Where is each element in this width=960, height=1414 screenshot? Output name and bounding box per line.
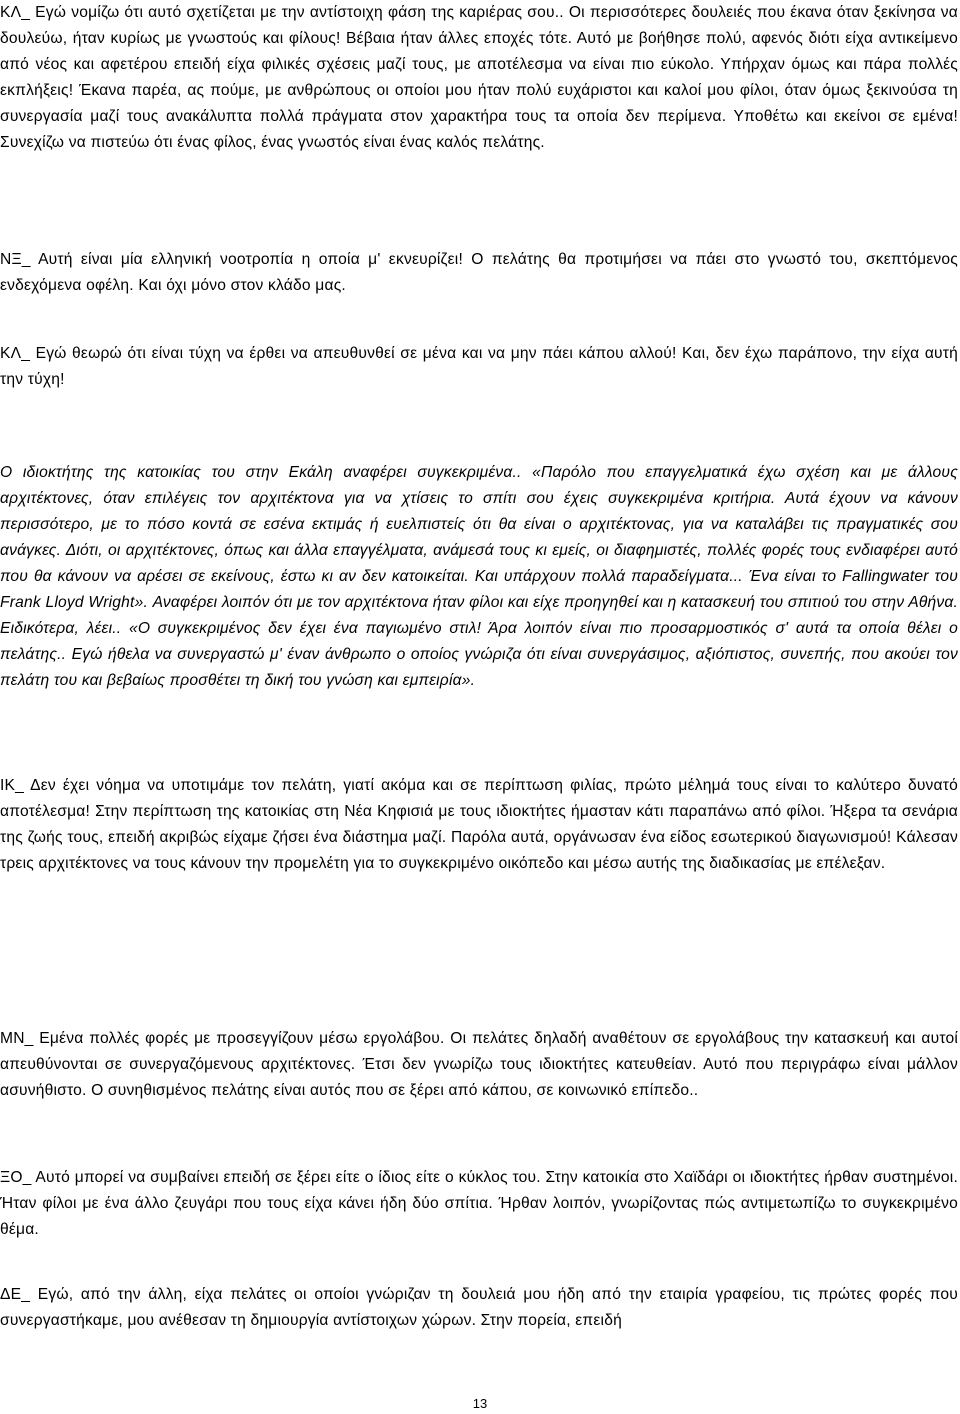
paragraph-kl-2: ΚΛ_ Εγώ θεωρώ ότι είναι τύχη να έρθει να απευθυνθεί σε μένα και να μην πάει κάπου αλλού! Και, δεν έχω παράπονο, την είχα αυτή την τύχη!: [0, 345, 958, 388]
paragraph-nx: ΝΞ_ Αυτή είναι μία ελληνική νοοτροπία η οποία μ' εκνευρίζει! Ο πελάτης θα προτιμήσει να πάει στο γνωστό του, σκεπτόμενος ενδεχόμενα οφέλη. Και όχι μόνο στον κλάδο μας.: [0, 251, 958, 294]
paragraph-kl-1: ΚΛ_ Εγώ νομίζω ότι αυτό σχετίζεται με την αντίστοιχη φάση της καριέρας σου.. Οι περισσότερες δουλειές που έκανα όταν ξεκίνησα να δουλεύω, ήταν κυρίως με γνωστούς και φίλους! Βέβαια ήταν άλλες εποχές τότε. Αυτό με βοήθησε πολύ, αφενός διότι είχα αντικείμενο από νέος και αφετέρου επειδή είχα φιλικές σχέσεις μαζί τους, με αποτέλεσμα να είναι πιο εύκολο. Υπήρχαν όμως και πάρα πολλές εκπλήξεις! Έκανα παρέα, ας πούμε, με ανθρώπους οι οποίοι μου ήταν πολύ ευχάριστοι και καλοί μου φίλοι, όταν όμως ξεκινούσα τη συνεργασία μαζί τους ανακάλυπτα πολλά πράγματα στον χαρακτήρα τους τα οποία δεν περίμενα. Υποθέτω και εκείνοι σε εμένα! Συνεχίζω να πιστεύω ότι ένας φίλος, ένας γνωστός είναι ένας καλός πελάτης.: [0, 4, 958, 151]
paragraph-de: ΔΕ_ Εγώ, από την άλλη, είχα πελάτες οι οποίοι γνώριζαν τη δουλειά μου ήδη από την εταιρία γραφείου, τις πρώτες φορές που συνεργαστήκαμε, μου ανέθεσαν τη δημιουργία αντίστοιχων χώρων. Στην πορεία, επειδή: [0, 1286, 958, 1329]
paragraph-xo: ΞΟ_ Αυτό μπορεί να συμβαίνει επειδή σε ξέρει είτε ο ίδιος είτε ο κύκλος του. Στην κατοικία στο Χαϊδάρι οι ιδιοκτήτες ήρθαν συστημένοι. Ήταν φίλοι με ένα άλλο ζευγάρι που τους είχα κάνει ήδη δύο σπίτια. Ήρθαν λοιπόν, γνωρίζοντας πώς αντιμετωπίζω το συγκεκριμένο θέμα.: [0, 1169, 958, 1238]
paragraph-ekali-quote: Ο ιδιοκτήτης της κατοικίας του στην Εκάλη αναφέρει συγκεκριμένα.. «Παρόλο που επαγγελματικά έχω σχέση και με άλλους αρχιτέκτονες, όταν επιλέγεις τον αρχιτέκτονα για να χτίσεις το σπίτι σου έχεις συγκεκριμένα κριτήρια. Αυτά έχουν να κάνουν περισσότερο, με το πόσο κοντά σε εσένα εκτιμάς ή ευελπιστείς ότι θα είναι ο αρχιτέκτονας, για να καταλάβει τις πραγματικές σου ανάγκες. Διότι, οι αρχιτέκτονες, όπως και άλλα επαγγέλματα, ανάμεσά τους κι εμείς, οι διαφημιστές, πολλές φορές τους ενδιαφέρει αυτό που θα κάνουν να αρέσει σε εκείνους, έστω κι αν δεν κατοικείται. Και υπάρχουν πολλά παραδείγματα... Ένα είναι το Fallingwater του Frank Lloyd Wright». Αναφέρει λοιπόν ότι με τον αρχιτέκτονα ήταν φίλοι και είχε προηγηθεί και η κατασκευή του σπιτιού του στην Αθήνα. Ειδικότερα, λέει.. «Ο συγκεκριμένος δεν έχει ένα παγιωμένο στιλ! Άρα λοιπόν είναι πιο προσαρμοστικός σ' αυτά τα οποία θέλει ο πελάτης.. Εγώ ήθελα να συνεργαστώ μ' έναν άνθρωπο ο οποίος γνώριζα ότι είναι συνεργάσιμος, αξιόπιστος, συνεπής, που ακούει τον πελάτη του και βεβαίως προσθέτει τη δική του γνώση και εμπειρία».: [0, 464, 958, 689]
paragraph-mn: ΜΝ_ Εμένα πολλές φορές με προσεγγίζουν μέσω εργολάβου. Οι πελάτες δηλαδή αναθέτουν σε εργολάβους την κατασκευή και αυτοί απευθύνονται σε συνεργαζόμενους αρχιτέκτονες. Έτσι δεν γνωρίζω τους ιδιοκτήτες κατευθείαν. Αυτό που περιγράφω είναι μάλλον ασυνήθιστο. Ο συνηθισμένος πελάτης είναι αυτός που σε ξέρει από κάπου, σε κοινωνικό επίπεδο..: [0, 1030, 958, 1099]
page-number: 13: [472, 1396, 488, 1411]
paragraph-ik: ΙΚ_ Δεν έχει νόημα να υποτιμάμε τον πελάτη, γιατί ακόμα και σε περίπτωση φιλίας, πρώτο μέλημά τους είναι το καλύτερο δυνατό αποτέλεσμα! Στην περίπτωση της κατοικίας στη Νέα Κηφισιά με τους ιδιοκτήτες ήμασταν κάτι παραπάνω από φίλοι. Ήξερα τα σενάρια της ζωής τους, επειδή ακριβώς είχαμε ζήσει ένα διάστημα μαζί. Παρόλα αυτά, οργάνωσαν ένα είδος εσωτερικού διαγωνισμού! Κάλεσαν τρεις αρχιτέκτονες να τους κάνουν την προμελέτη για το συγκεκριμένο οικόπεδο και μέσω αυτής της διαδικασίας με επέλεξαν.: [0, 777, 958, 872]
